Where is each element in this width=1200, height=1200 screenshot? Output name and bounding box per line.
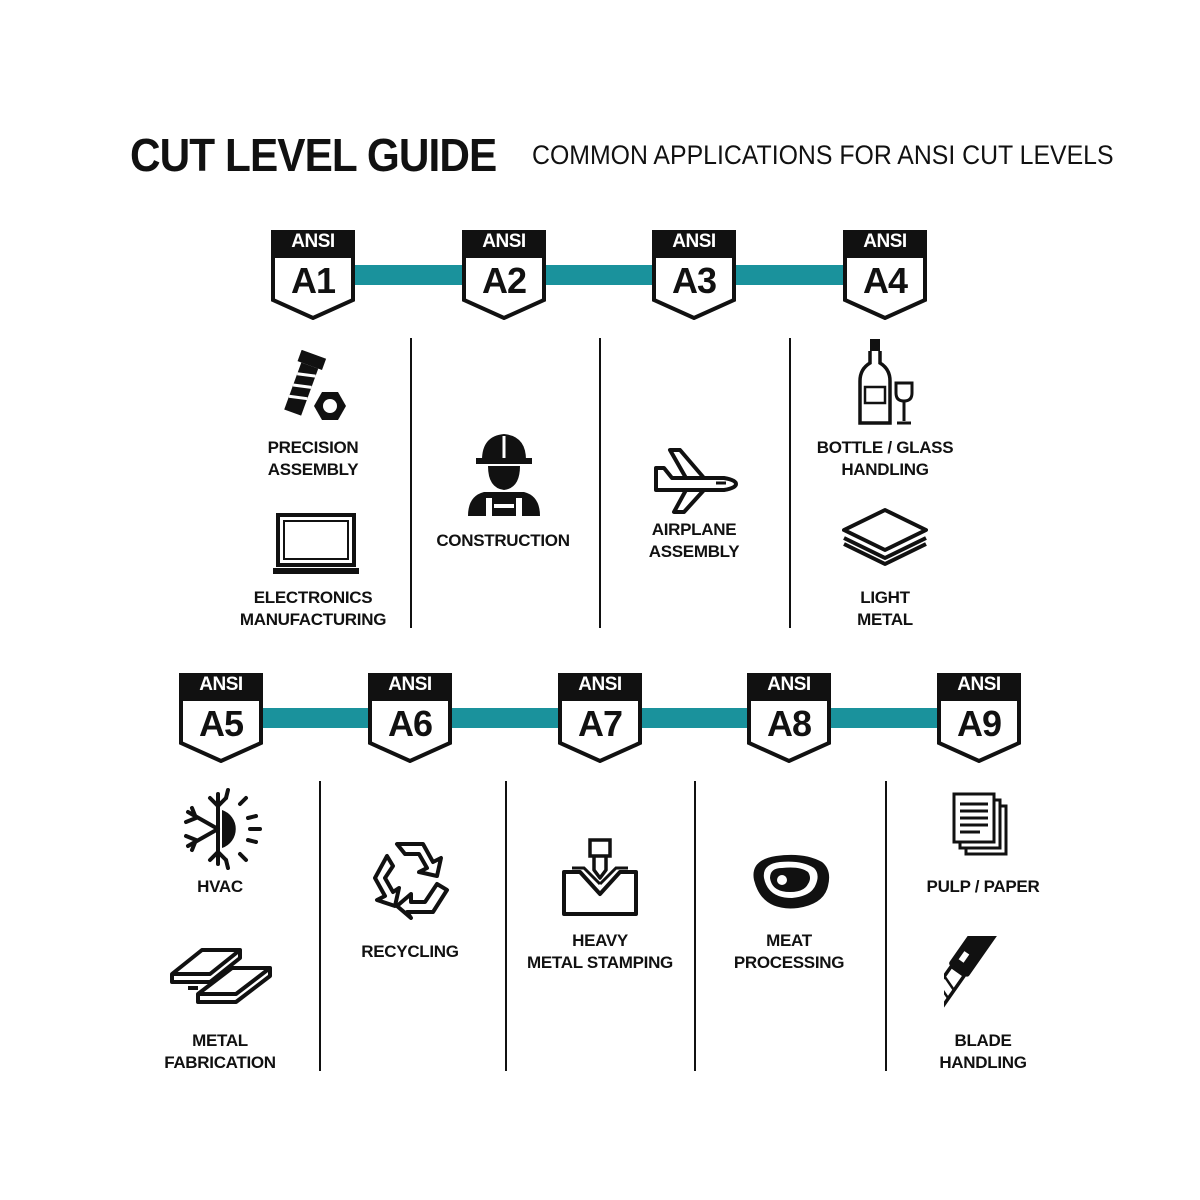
badge-level: A8 bbox=[766, 703, 812, 744]
airplane-icon bbox=[650, 446, 740, 521]
badge-prefix: ANSI bbox=[672, 231, 716, 252]
badge-a3 bbox=[652, 230, 736, 320]
badge-prefix: ANSI bbox=[388, 674, 432, 695]
badge-prefix: ANSI bbox=[291, 231, 335, 252]
badge-level: A2 bbox=[481, 260, 527, 301]
label-recycling: RECYCLING bbox=[361, 942, 459, 961]
label-pulp-paper: PULP / PAPER bbox=[926, 877, 1040, 896]
badge-level: A1 bbox=[290, 260, 336, 301]
badge-level: A9 bbox=[956, 703, 1002, 744]
badge-prefix: ANSI bbox=[578, 674, 622, 695]
column-divider bbox=[599, 338, 601, 628]
label-precision-assembly: PRECISION ASSEMBLY bbox=[267, 438, 359, 479]
badge-prefix: ANSI bbox=[863, 231, 907, 252]
label-light-metal: LIGHT METAL bbox=[857, 588, 913, 629]
badge-a4 bbox=[843, 230, 927, 320]
label-heavy-metal-stamping: HEAVY METAL STAMPING bbox=[527, 931, 673, 972]
page-subtitle: COMMON APPLICATIONS FOR ANSI CUT LEVELS bbox=[532, 140, 1114, 170]
badge-a9 bbox=[937, 673, 1021, 763]
badge-a2 bbox=[462, 230, 546, 320]
label-metal-fabrication: METAL FABRICATION bbox=[164, 1031, 276, 1072]
label-hvac: HVAC bbox=[197, 877, 243, 896]
level-connector-bar-row1 bbox=[300, 265, 900, 285]
steak-icon bbox=[748, 850, 832, 919]
badge-level: A4 bbox=[862, 260, 908, 301]
bottle-glass-icon bbox=[858, 337, 914, 432]
label-airplane-assembly: AIRPLANE ASSEMBLY bbox=[648, 520, 740, 561]
construction-worker-icon bbox=[464, 430, 544, 523]
column-divider bbox=[885, 781, 887, 1071]
utility-knife-icon bbox=[944, 936, 1028, 1021]
label-meat-processing: MEAT PROCESSING bbox=[733, 931, 845, 972]
label-construction: CONSTRUCTION bbox=[436, 531, 570, 550]
badge-a8 bbox=[747, 673, 831, 763]
label-blade-handling: BLADE HANDLING bbox=[939, 1031, 1027, 1072]
snowflake-sun-icon bbox=[178, 786, 264, 877]
badge-prefix: ANSI bbox=[957, 674, 1001, 695]
column-divider bbox=[319, 781, 321, 1071]
badge-prefix: ANSI bbox=[767, 674, 811, 695]
badge-prefix: ANSI bbox=[482, 231, 526, 252]
badge-level: A5 bbox=[198, 703, 244, 744]
badge-level: A3 bbox=[671, 260, 717, 301]
label-electronics-manufacturing: ELECTRONICS MANUFACTURING bbox=[239, 588, 387, 629]
column-divider bbox=[694, 781, 696, 1071]
label-bottle-glass-handling: BOTTLE / GLASS HANDLING bbox=[816, 438, 954, 479]
column-divider bbox=[789, 338, 791, 628]
laptop-icon bbox=[272, 512, 360, 581]
stamping-press-icon bbox=[560, 838, 640, 921]
page-title: CUT LEVEL GUIDE bbox=[130, 129, 497, 181]
bolt-nut-icon bbox=[272, 350, 356, 431]
metal-plates-icon bbox=[168, 944, 274, 1019]
badge-a5 bbox=[179, 673, 263, 763]
badge-level: A7 bbox=[577, 703, 623, 744]
column-divider bbox=[410, 338, 412, 628]
badge-prefix: ANSI bbox=[199, 674, 243, 695]
badge-a6 bbox=[368, 673, 452, 763]
column-divider bbox=[505, 781, 507, 1071]
badge-level: A6 bbox=[387, 703, 433, 744]
badge-a7 bbox=[558, 673, 642, 763]
badge-a1 bbox=[271, 230, 355, 320]
paper-stack-icon bbox=[950, 792, 1010, 863]
metal-sheets-icon bbox=[842, 502, 928, 581]
recycling-icon bbox=[367, 836, 453, 925]
